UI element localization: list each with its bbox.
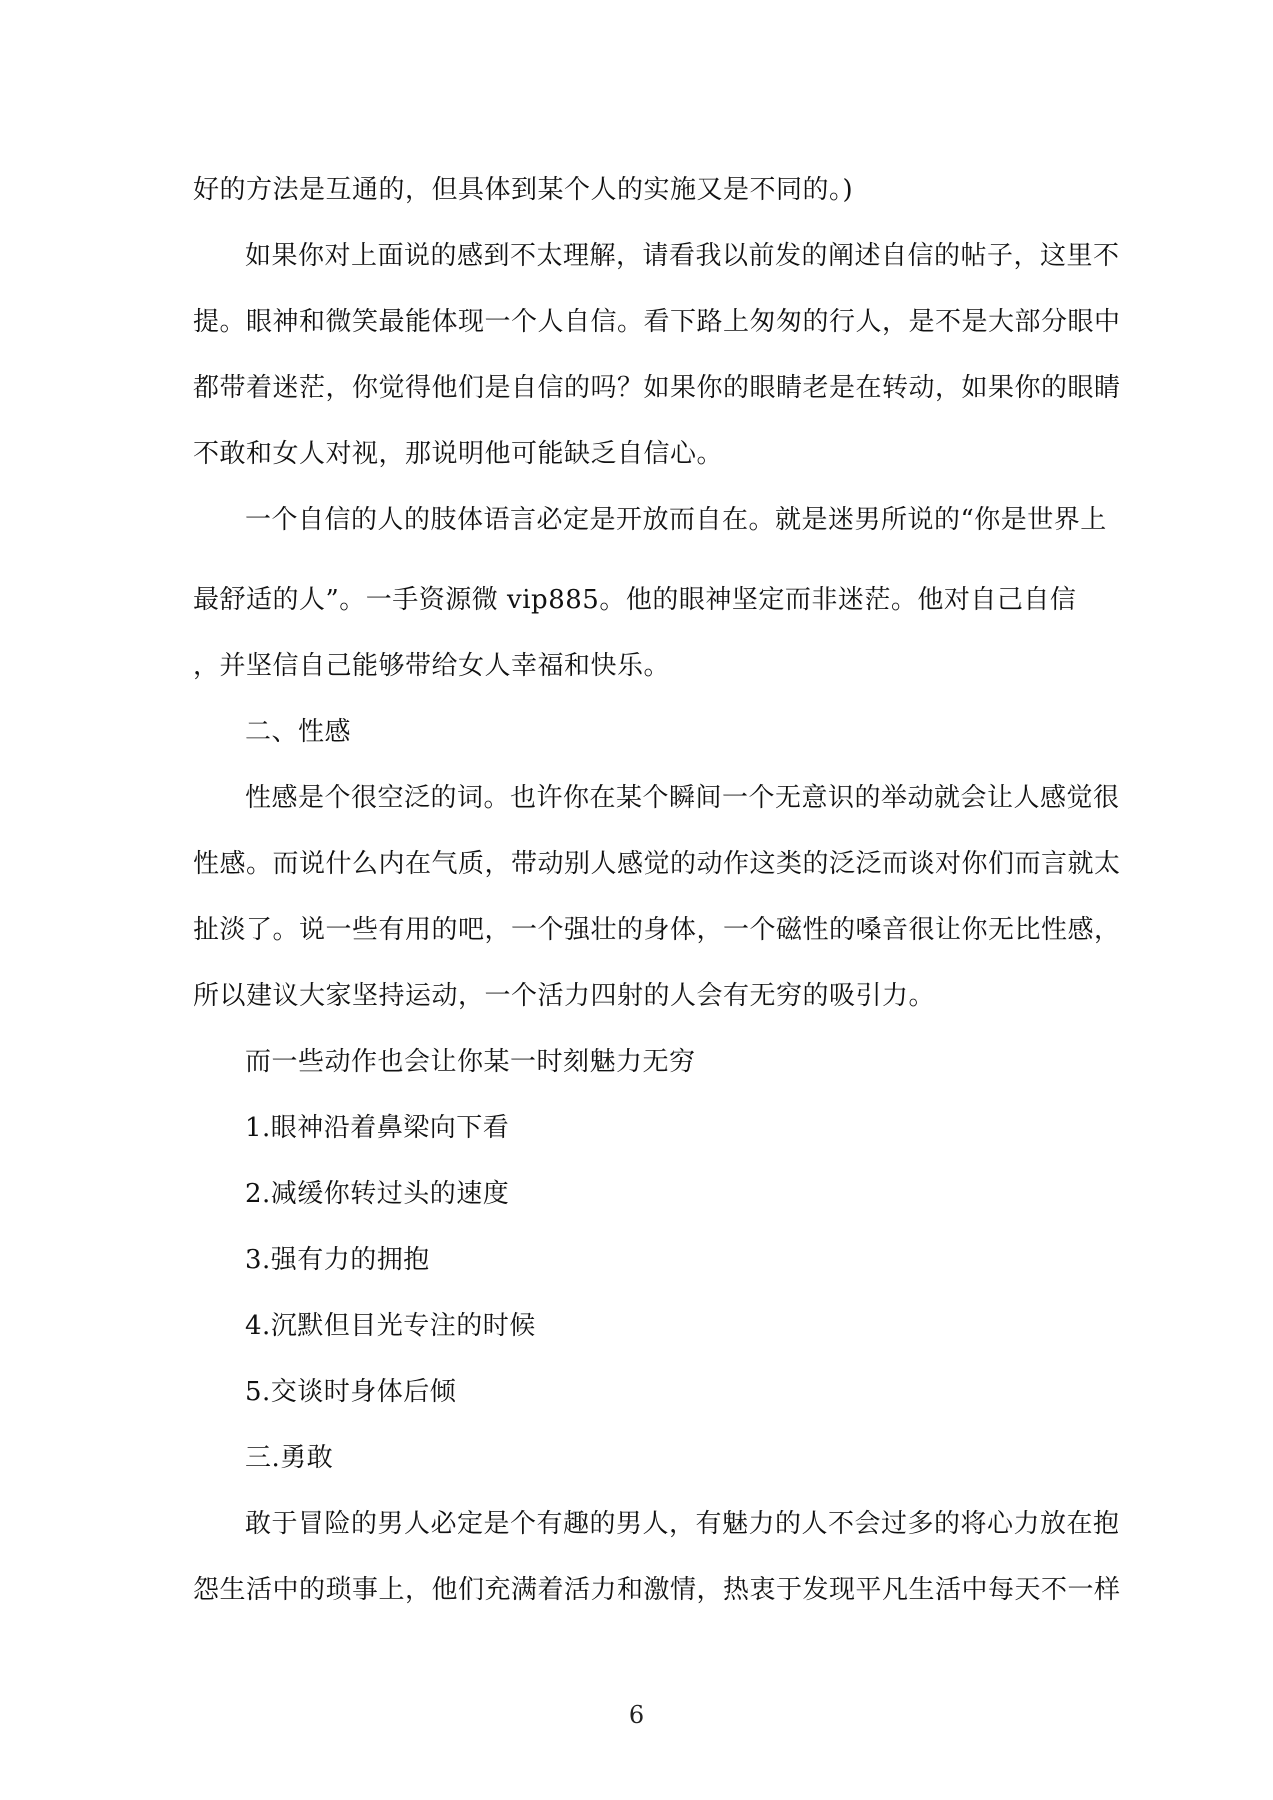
list-item: 3.强有力的拥抱 (245, 1245, 430, 1275)
section-heading: 三.勇敢 (245, 1443, 334, 1473)
section-heading: 二、性感 (245, 717, 352, 747)
text-line: 怨生活中的琐事上，他们充满着活力和激情，热衷于发现平凡生活中每天不一样 (193, 1575, 1121, 1605)
text-line: 最舒适的人”。一手资源微 vip885。他的眼神坚定而非迷茫。他对自己自信 (193, 585, 1077, 615)
text-line: 不敢和女人对视，那说明他可能缺乏自信心。 (193, 439, 724, 469)
list-item: 4.沉默但目光专注的时候 (245, 1311, 536, 1341)
text-line: 性感。而说什么内在气质，带动别人感觉的动作这类的泛泛而谈对你们而言就太 (193, 849, 1121, 879)
text-line: 所以建议大家坚持运动，一个活力四射的人会有无穷的吸引力。 (193, 981, 936, 1011)
paragraph-start-line: 敢于冒险的男人必定是个有趣的男人，有魅力的人不会过多的将心力放在抱 (245, 1509, 1120, 1539)
text-line: 都带着迷茫，你觉得他们是自信的吗？如果你的眼睛老是在转动，如果你的眼睛 (193, 373, 1121, 403)
list-item: 1.眼神沿着鼻梁向下看 (245, 1113, 510, 1143)
text-line: 提。眼神和微笑最能体现一个人自信。看下路上匆匆的行人，是不是大部分眼中 (193, 307, 1121, 337)
text-line: 好的方法是互通的，但具体到某个人的实施又是不同的。) (193, 175, 854, 205)
paragraph-start-line: 性感是个很空泛的词。也许你在某个瞬间一个无意识的举动就会让人感觉很 (245, 783, 1120, 813)
page-number: 6 (628, 1701, 645, 1729)
text-line: 扯淡了。说一些有用的吧，一个强壮的身体，一个磁性的嗓音很让你无比性感， (193, 915, 1121, 945)
paragraph-start-line: 一个自信的人的肢体语言必定是开放而自在。就是迷男所说的“你是世界上 (245, 505, 1107, 535)
list-item: 2.减缓你转过头的速度 (245, 1179, 510, 1209)
paragraph-start-line: 如果你对上面说的感到不太理解，请看我以前发的阐述自信的帖子，这里不 (245, 241, 1120, 271)
list-item: 5.交谈时身体后倾 (245, 1377, 457, 1407)
text-line: ，并坚信自己能够带给女人幸福和快乐。 (193, 651, 671, 681)
paragraph-start-line: 而一些动作也会让你某一时刻魅力无穷 (245, 1047, 696, 1077)
